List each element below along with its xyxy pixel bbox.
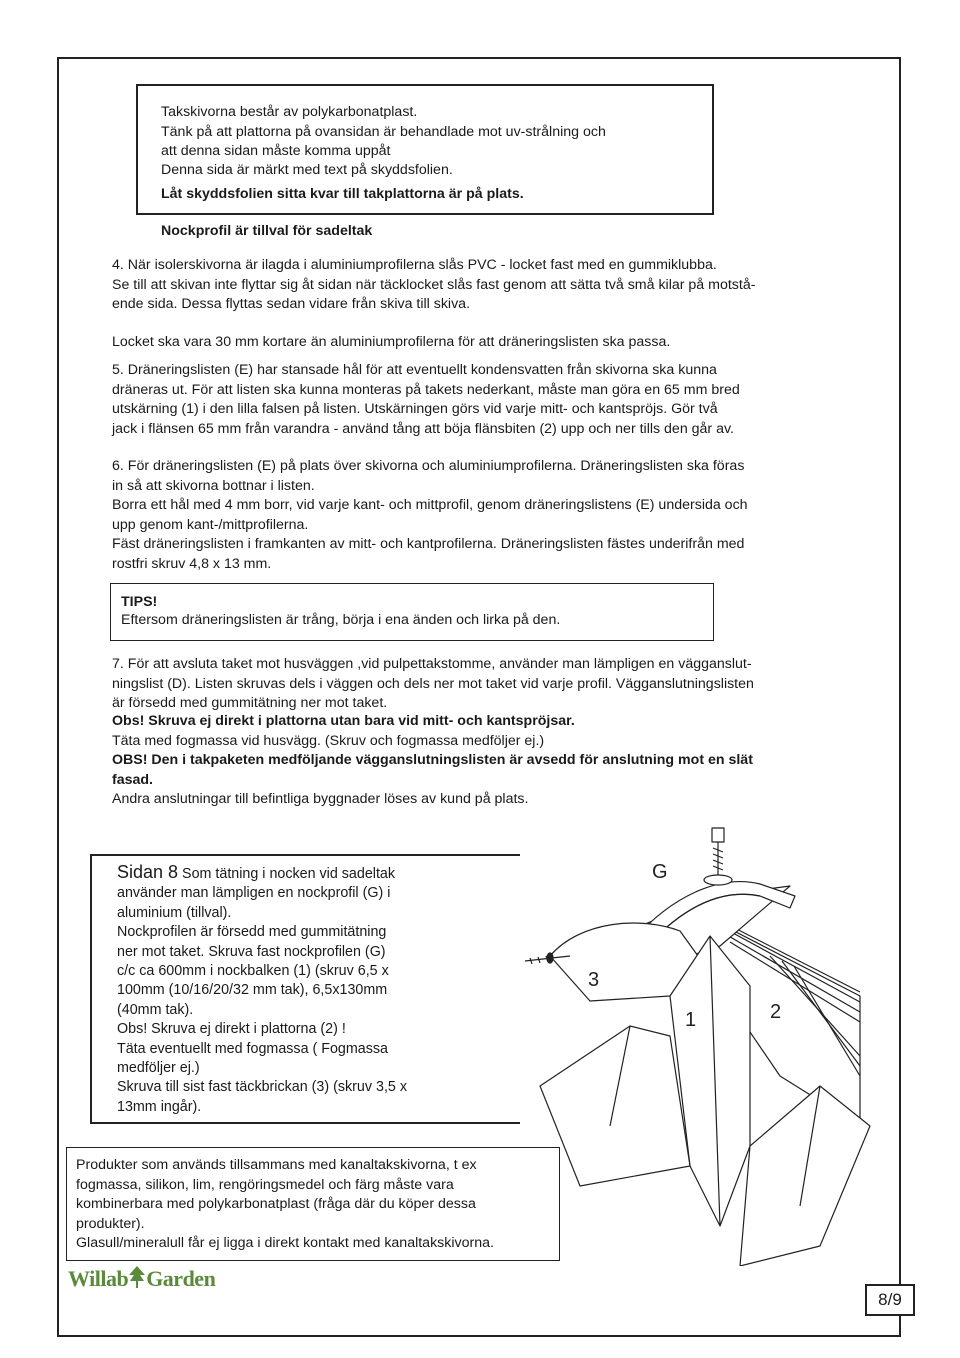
step7-other: Andra anslutningar till befintliga byggnader löses av kund på plats. [112,791,529,807]
logo-garden: Garden [146,1266,216,1291]
material-line-4: Denna sida är märkt med text på skyddsfolien. [161,162,453,178]
material-line-2: Tänk på att plattorna på ovansidan är behandlade mot uv-strålning och [161,124,606,140]
willab-garden-logo [68,1266,232,1306]
sidan8-title: Sidan 8 [117,862,179,882]
logo-willab: Willab [68,1266,129,1291]
sidan8-body: Som tätning i nocken vid sadeltak använder man lämpligen en nockprofil (G) i aluminium (tillval). Nockprofilen är försedd med gummitätning ner mot taket. Skruva fast nockprofilen (G) c/c ca 600mm i nockbalken (1) (skruv 6,5 x 100mm (10/16/20/32 mm tak), 6,5x130mm (40mm tak). Obs! Skruva ej direkt i plattorna (2) ! Täta eventuellt med fogmassa ( Fogmassa medföljer ej.) Skruva till sist fast täckbrickan (3) (skruv 3,5 x 13mm ingår). [117,866,407,1115]
step4-text: 4. När isolerskivorna är ilagda i aluminiumprofilerna slås PVC - locket fast med en gummiklubba. Se till att skivan inte flyttar sig åt sidan när täcklocket slås fast genom att sätta två små kilar på motstå- ende sida. Dessa flyttas sedan vidare från skiva till skiva. [112,257,756,312]
nockprofil-heading: Nockprofil är tillval för sadeltak [161,223,373,239]
step7-text: 7. För att avsluta taket mot husväggen ,vid pulpettakstomme, använder man lämpligen en vägganslut- ningslist (D). Listen skruvas dels i väggen och dels ner mot taket vid varje profil. Vägganslutningslisten är försedd med gummitätning ner mot taket. [112,656,754,711]
tips-title: TIPS! [121,594,158,610]
step6-text: 6. För dräneringslisten (E) på plats över skivorna och aluminiumprofilerna. Dräneringslisten ska föras in så att skivorna bottnar i listen. Borra ett hål med 4 mm borr, vid varje kant- och mittprofil, genom dräneringslistens (E) undersida och upp genom kant-/mittprofilerna. Fäst dräneringslisten i framkanten av mitt- och kantprofilerna. Dräneringslisten fästes underifrån med rostfri skruv 4,8 x 13 mm. [112,458,748,572]
tips-text: Eftersom dräneringslisten är trång, börja i ena änden och lirka på den. [121,612,561,628]
ridge-profile-drawing [520,826,880,1266]
material-line-5: Låt skyddsfolien sitta kvar till takplattorna är på plats. [161,186,524,202]
step7-seal: Täta med fogmassa vid husvägg. (Skruv och fogmassa medföljer ej.) [112,733,545,749]
step5-text: 5. Dräneringslisten (E) har stansade hål för att eventuellt kondensvatten från skivorna ska kunna dräneras ut. För att listen ska kunna monteras på takets nederkant, måste man göra en 65 mm bred utskärning (1) i den lilla falsen på listen. Utskärningen görs vid varje mitt- och kantspröjs. Gör två jack i flänsen 65 mm från varandra - använd tång att böja flänsbiten (2) upp och ner tills den går av. [112,362,740,437]
material-line-1: Takskivorna består av polykarbonatplast. [161,104,418,120]
step4-lid-note: Locket ska vara 30 mm kortare än aluminiumprofilerna för att dräneringslisten ska passa. [112,334,671,350]
tree-logo-icon [128,1266,146,1288]
sidan8-text [117,863,407,1117]
step7-obs-2: OBS! Den i takpaketen medföljande vägganslutningslisten är avsedd för anslutning mot en slät fasad. [112,752,753,788]
label-1: 1 [685,1009,697,1031]
step7-obs-1: Obs! Skruva ej direkt i plattorna utan bara vid mitt- och kantspröjsar. [112,713,575,729]
material-line-3: att denna sidan måste komma uppåt [161,143,391,159]
page-number: 8/9 [865,1284,915,1316]
label-g: G [652,861,668,883]
label-3: 3 [588,969,600,991]
products-text: Produkter som används tillsammans med kanaltakskivorna, t ex fogmassa, silikon, lim, rengöringsmedel och färg måste vara kombinerbara med polykarbonatplast (fråga där du köper dessa produkter). Glasull/mineralull får ej ligga i direkt kontakt med kanaltakskivorna. [76,1157,494,1251]
label-2: 2 [770,1001,782,1023]
